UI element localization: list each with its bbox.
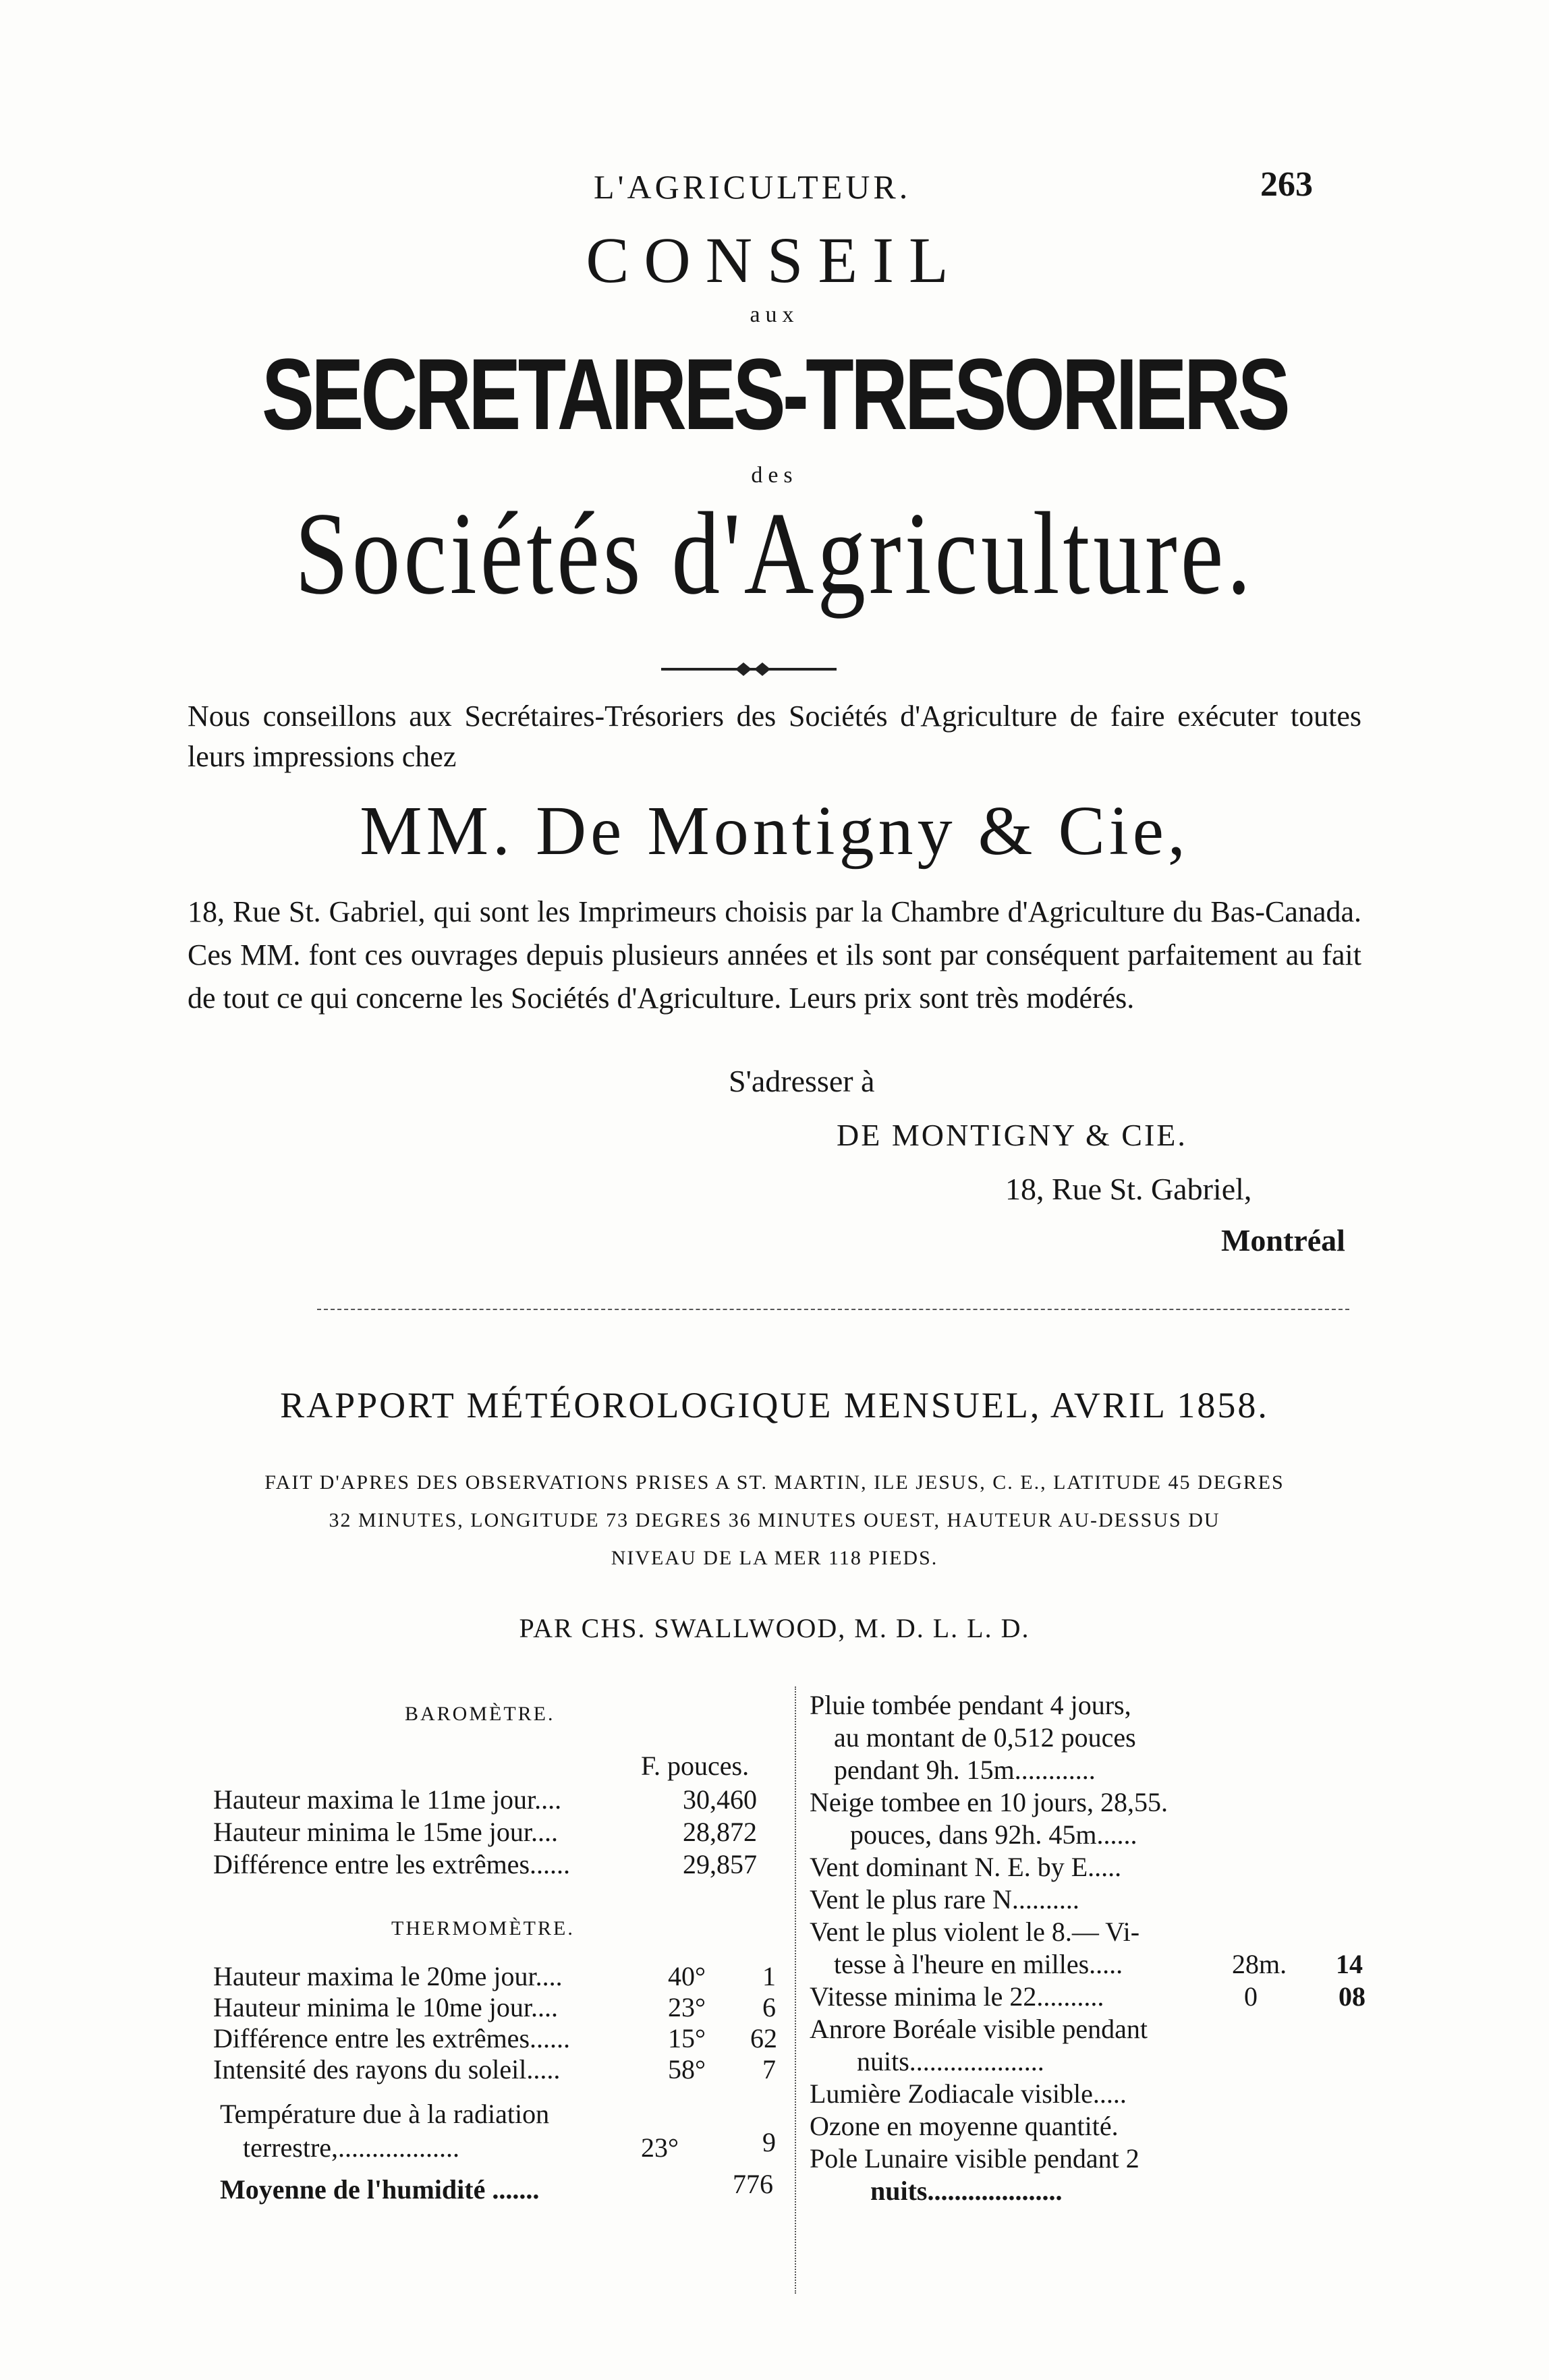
report-subtitle-3: NIVEAU DE LA MER 118 PIEDS. xyxy=(611,1547,938,1569)
right-line: Anrore Boréale visible pendant xyxy=(810,2014,1148,2044)
address-name: DE MONTIGNY & CIE. xyxy=(837,1118,1187,1152)
thermometre-row-label: Hauteur minima le 10me jour.... xyxy=(213,1992,558,2022)
right-line: nuits.................... xyxy=(857,2046,1044,2076)
radiation-degrees: 23° xyxy=(641,2132,679,2163)
right-value-b: 14 xyxy=(1336,1949,1363,1979)
right-line: Lumière Zodiacale visible..... xyxy=(810,2078,1127,2109)
section-divider xyxy=(317,1309,1349,1310)
report-subtitle-2: 32 MINUTES, LONGITUDE 73 DEGRES 36 MINUTES OUEST, HAUTEUR AU-DESSUS DU xyxy=(329,1509,1220,1531)
barometre-row-value: 28,872 xyxy=(683,1817,757,1847)
right-line: Vent dominant N. E. by E..... xyxy=(810,1852,1122,1882)
thermometre-row-degrees: 40° xyxy=(668,1961,706,1991)
right-value-b: 08 xyxy=(1339,1981,1365,2012)
right-line: Vent le plus violent le 8.— Vi- xyxy=(810,1917,1140,1947)
thermometre-row-degrees: 58° xyxy=(668,2054,706,2085)
thermometre-row-label: Hauteur maxima le 20me jour.... xyxy=(213,1961,563,1991)
ornament-rule xyxy=(661,661,837,677)
barometre-row-label: Différence entre les extrêmes...... xyxy=(213,1849,571,1879)
humidite-label: Moyenne de l'humidité ....... xyxy=(220,2174,540,2205)
address-intro: S'adresser à xyxy=(729,1064,875,1098)
running-title: L'AGRICULTEUR. xyxy=(594,168,911,206)
address-city: Montréal xyxy=(1221,1223,1345,1257)
right-line: Pluie tombée pendant 4 jours, xyxy=(810,1690,1131,1720)
right-line: tesse à l'heure en milles..... xyxy=(834,1949,1123,1979)
page-number: 263 xyxy=(1260,165,1313,204)
barometre-row-label: Hauteur minima le 15me jour.... xyxy=(213,1817,558,1847)
barometre-row-value: 30,460 xyxy=(683,1784,757,1815)
radiation-label-2: terrestre,.................. xyxy=(243,2132,460,2163)
thermometre-row-decimal: 7 xyxy=(762,2054,776,2085)
thermometre-heading: THERMOMÈTRE. xyxy=(391,1917,575,1939)
barometre-row-label: Hauteur maxima le 11me jour.... xyxy=(213,1784,562,1815)
report-author: PAR CHS. SWALLWOOD, M. D. L. L. D. xyxy=(519,1613,1030,1643)
thermometre-row-degrees: 15° xyxy=(668,2023,706,2053)
right-line: nuits.................... xyxy=(870,2176,1063,2206)
advert-des: des xyxy=(751,463,798,488)
right-line: Vent le plus rare N.......... xyxy=(810,1884,1079,1915)
right-line: Ozone en moyenne quantité. xyxy=(810,2111,1119,2141)
advert-paragraph-2: 18, Rue St. Gabriel, qui sont les Imprimeurs choisis par la Chambre d'Agriculture du Bas-Canada. Ces MM. font ces ouvrages depuis plusieurs années et ils sont par conséquent parfaitement au fait de tout ce qui concerne les Sociétés d'Agriculture. Leurs prix sont très modérés. xyxy=(188,895,1361,1015)
advert-headline: SECRETAIRES-TRESORIERS xyxy=(261,337,1288,451)
thermometre-row-decimal: 6 xyxy=(762,1992,776,2022)
thermometre-row-degrees: 23° xyxy=(668,1992,706,2022)
right-value-a: 0 xyxy=(1244,1981,1258,2012)
advert-societes: Sociétés d'Agriculture. xyxy=(294,488,1255,619)
right-line: Vitesse minima le 22.......... xyxy=(810,1981,1104,2012)
advert-paragraph-1: Nous conseillons aux Secrétaires-Trésoriers des Sociétés d'Agriculture de faire exécuter toutes leurs impressions chez xyxy=(188,700,1361,773)
column-divider xyxy=(795,1687,796,2294)
right-line: Pole Lunaire visible pendant 2 xyxy=(810,2143,1139,2174)
thermometre-row-decimal: 62 xyxy=(750,2023,777,2053)
right-line: pouces, dans 92h. 45m...... xyxy=(850,1819,1137,1850)
thermometre-row-decimal: 1 xyxy=(762,1961,776,1991)
advert-conseil: CONSEIL xyxy=(586,224,963,296)
barometre-unit-header: F. pouces. xyxy=(641,1751,750,1781)
right-line: au montant de 0,512 pouces xyxy=(834,1722,1136,1753)
right-line: Neige tombee en 10 jours, 28,55. xyxy=(810,1787,1168,1817)
thermometre-row-label: Intensité des rayons du soleil..... xyxy=(213,2054,561,2085)
radiation-label-1: Température due à la radiation xyxy=(220,2099,550,2129)
barometre-heading: BAROMÈTRE. xyxy=(405,1703,555,1725)
address-street: 18, Rue St. Gabriel, xyxy=(1005,1172,1252,1206)
printer-name: MM. De Montigny & Cie, xyxy=(360,792,1189,870)
report-subtitle-1: FAIT D'APRES DES OBSERVATIONS PRISES A ST. MARTIN, ILE JESUS, C. E., LATITUDE 45 DEGRES xyxy=(264,1471,1285,1494)
humidite-value: 776 xyxy=(733,2169,773,2199)
right-line: pendant 9h. 15m............ xyxy=(834,1755,1096,1785)
radiation-decimal: 9 xyxy=(762,2127,776,2157)
thermometre-row-label: Différence entre les extrêmes...... xyxy=(213,2023,571,2053)
report-title: RAPPORT MÉTÉOROLOGIQUE MENSUEL, AVRIL 1858. xyxy=(280,1385,1269,1425)
advert-aux: aux xyxy=(750,302,799,327)
barometre-row-value: 29,857 xyxy=(683,1849,757,1879)
right-value-a: 28m. xyxy=(1232,1949,1287,1979)
